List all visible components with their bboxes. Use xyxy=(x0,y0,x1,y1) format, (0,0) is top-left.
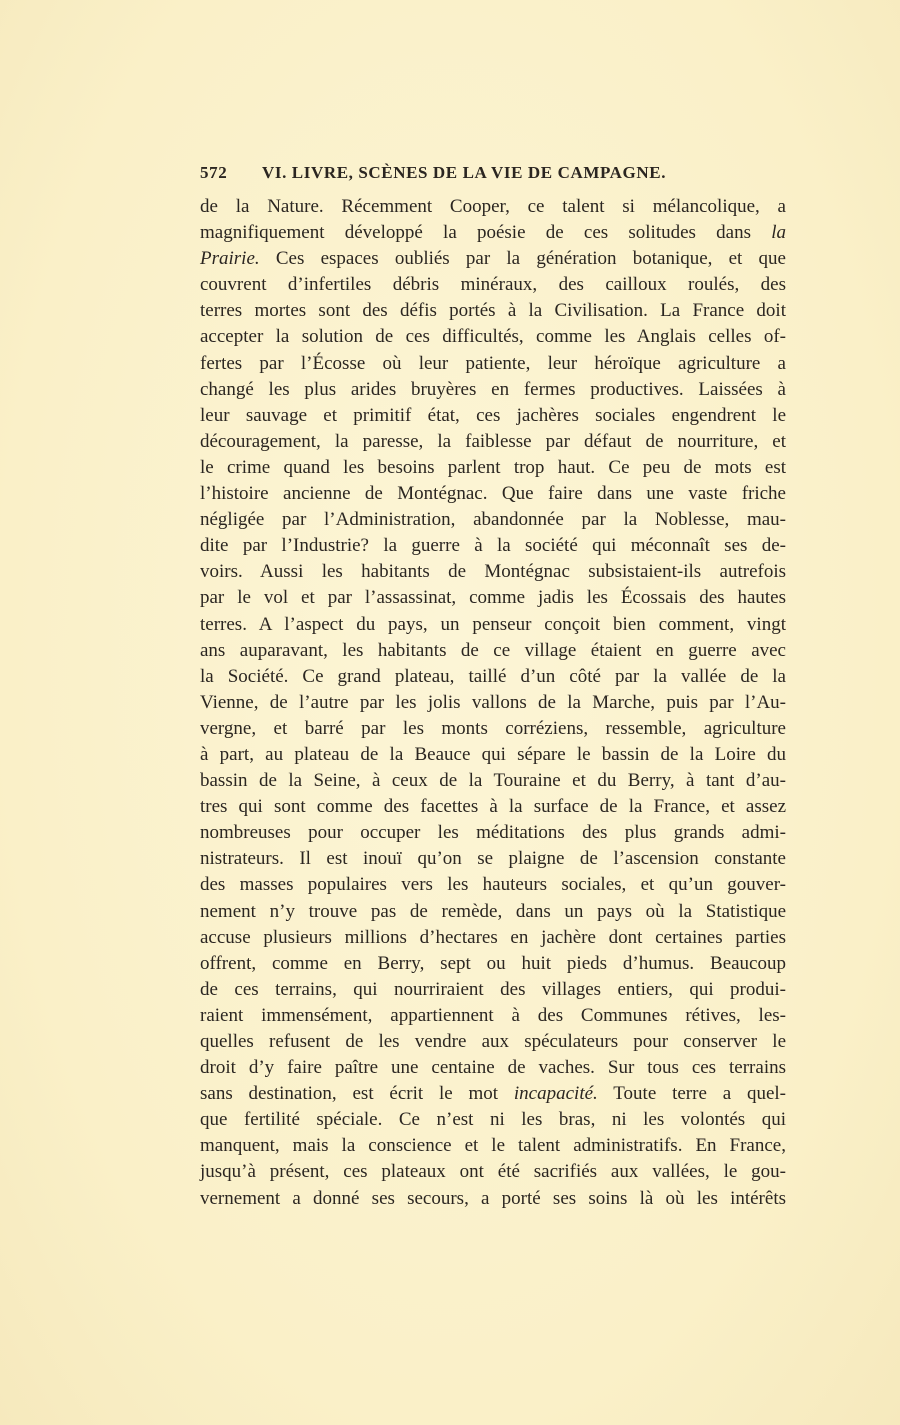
text-segment: nement n’y trouve pas de remède, dans un pays où la Statistique xyxy=(200,900,786,922)
text-segment: ans auparavant, les habitants de ce village étaient en guerre avec xyxy=(200,639,786,661)
text-segment: négligée par l’Administration, abandonnée par la Noblesse, mau- xyxy=(200,509,786,531)
italic-text: la xyxy=(771,222,786,244)
text-line xyxy=(200,1133,786,1159)
text-line xyxy=(200,194,786,220)
text-segment: découragement, la paresse, la faiblesse par défaut de nourriture, et xyxy=(200,430,786,452)
text-segment: l’histoire ancienne de Montégnac. Que faire dans une vaste friche xyxy=(200,483,786,505)
text-line xyxy=(200,1186,786,1212)
text-segment: vernement a donné ses secours, a porté ses soins là où les intérêts xyxy=(200,1187,786,1209)
text-segment: accuse plusieurs millions d’hectares en jachère dont certaines parties xyxy=(200,926,786,948)
text-segment: offrent, comme en Berry, sept ou huit pieds d’humus. Beaucoup xyxy=(200,952,786,974)
text-line xyxy=(200,246,786,272)
text-line xyxy=(200,481,786,507)
text-segment: par le vol et par l’assassinat, comme jadis les Écossais des hautes xyxy=(200,587,786,609)
running-title: VI. LIVRE, SCÈNES DE LA VIE DE CAMPAGNE. xyxy=(262,163,667,182)
text-segment: Toute terre a quel- xyxy=(597,1083,786,1105)
text-line xyxy=(200,925,786,951)
text-line xyxy=(200,298,786,324)
text-segment: changé les plus arides bruyères en fermes productives. Laissées à xyxy=(200,378,786,400)
text-segment: accepter la solution de ces difficultés, comme les Anglais celles of- xyxy=(200,326,786,348)
text-line xyxy=(200,220,786,246)
text-segment: quelles refusent de les vendre aux spéculateurs pour conserver le xyxy=(200,1031,786,1052)
text-line xyxy=(200,403,786,429)
text-line xyxy=(200,1029,786,1055)
text-line xyxy=(200,1159,786,1185)
text-segment: à part, au plateau de la Beauce qui sépare le bassin de la Loire du xyxy=(200,743,786,765)
text-line xyxy=(200,742,786,768)
text-line xyxy=(200,1081,786,1107)
running-header xyxy=(200,163,790,189)
text-segment: voirs. Aussi les habitants de Montégnac subsistaient-ils autrefois xyxy=(200,561,786,583)
text-line xyxy=(200,377,786,403)
text-line xyxy=(200,951,786,977)
italic-text: incapacité. xyxy=(513,1083,598,1105)
text-segment: droit d’y faire paître une centaine de vaches. Sur tous ces terrains xyxy=(200,1057,786,1079)
text-segment: sans destination, est écrit le mot xyxy=(200,1083,514,1105)
text-segment: manquent, mais la conscience et le talent administratifs. En France, xyxy=(200,1135,786,1157)
text-segment: fertes par l’Écosse où leur patiente, leur héroïque agriculture a xyxy=(200,352,786,374)
text-line xyxy=(200,429,786,455)
text-line xyxy=(200,638,786,664)
text-line xyxy=(200,585,786,611)
text-segment: vergne, et barré par les monts corréziens, ressemble, agriculture xyxy=(200,717,786,739)
text-line xyxy=(200,977,786,1003)
text-segment: tres qui sont comme des facettes à la surface de la France, et assez xyxy=(200,796,786,818)
text-line xyxy=(200,559,786,585)
text-segment: nistrateurs. Il est inouï qu’on se plaigne de l’ascension constante xyxy=(200,848,786,870)
text-line xyxy=(200,507,786,533)
text-line xyxy=(200,820,786,846)
body-text xyxy=(200,194,786,1212)
text-segment: terres mortes sont des défis portés à la Civilisation. La France doit xyxy=(200,300,786,322)
text-segment: le crime quand les besoins parlent trop haut. Ce peu de mots est xyxy=(200,456,786,478)
text-segment: raient immensément, appartiennent à des Communes rétives, les- xyxy=(200,1004,786,1026)
text-line xyxy=(200,899,786,925)
text-line xyxy=(200,533,786,559)
text-line xyxy=(200,1055,786,1081)
italic-text: Prairie. xyxy=(200,248,260,270)
text-segment: la Société. Ce grand plateau, taillé d’un côté par la vallée de la xyxy=(200,665,786,687)
text-line xyxy=(200,664,786,690)
text-line xyxy=(200,690,786,716)
text-line xyxy=(200,272,786,298)
text-line xyxy=(200,1003,786,1029)
text-segment: dite par l’Industrie? la guerre à la société qui méconnaît ses de- xyxy=(200,535,786,557)
text-segment: couvrent d’infertiles débris minéraux, des cailloux roulés, des xyxy=(200,274,786,296)
text-line xyxy=(200,846,786,872)
text-segment: jusqu’à présent, ces plateaux ont été sacrifiés aux vallées, le gou- xyxy=(200,1161,786,1183)
text-segment: magnifiquement développé la poésie de ces solitudes dans xyxy=(200,222,772,244)
text-line xyxy=(200,768,786,794)
text-segment: nombreuses pour occuper les méditations des plus grands admi- xyxy=(200,822,786,844)
text-segment: Vienne, de l’autre par les jolis vallons de la Marche, puis par l’Au- xyxy=(200,691,786,713)
text-line xyxy=(200,872,786,898)
text-segment: que fertilité spéciale. Ce n’est ni les bras, ni les volontés qui xyxy=(200,1109,786,1131)
text-line xyxy=(200,1107,786,1133)
text-segment: leur sauvage et primitif état, ces jachères sociales engendrent le xyxy=(200,404,786,426)
text-line xyxy=(200,351,786,377)
text-line xyxy=(200,716,786,742)
text-segment: bassin de la Seine, à ceux de la Touraine et du Berry, à tant d’au- xyxy=(200,770,786,792)
text-segment: de ces terrains, qui nourriraient des villages entiers, qui produi- xyxy=(200,978,786,1000)
text-segment: Ces espaces oubliés par la génération botanique, et que xyxy=(259,248,786,270)
text-segment: terres. A l’aspect du pays, un penseur conçoit bien comment, vingt xyxy=(200,613,786,635)
text-line xyxy=(200,794,786,820)
text-line xyxy=(200,612,786,638)
text-segment: de la Nature. Récemment Cooper, ce talent si mélancolique, a xyxy=(200,196,786,217)
page-number: 572 xyxy=(200,163,228,182)
text-segment: des masses populaires vers les hauteurs sociales, et qu’un gouver- xyxy=(200,874,786,896)
text-line xyxy=(200,324,786,350)
text-line xyxy=(200,455,786,481)
